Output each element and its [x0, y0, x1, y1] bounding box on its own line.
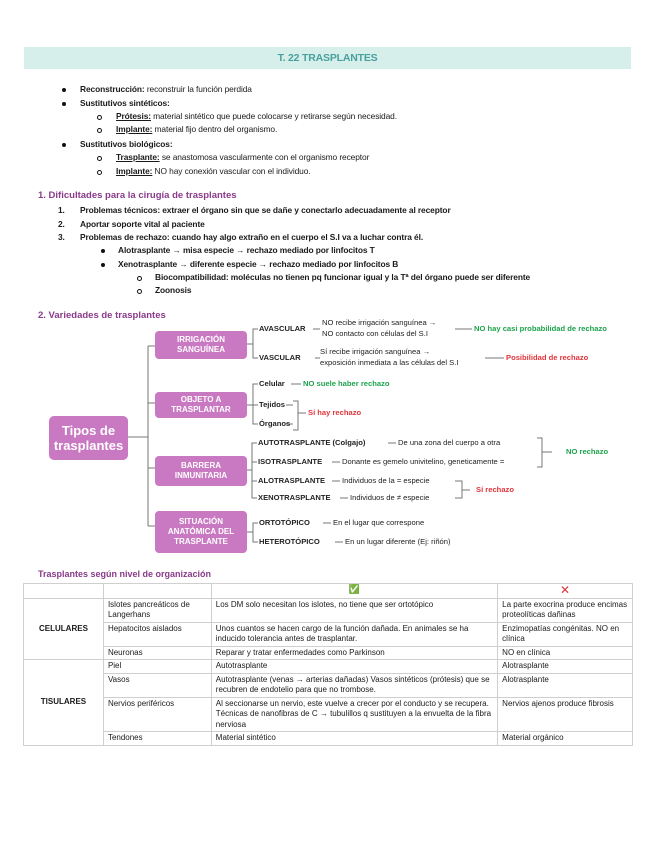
table-header-cell	[211, 584, 497, 599]
label-heterotopico: HETEROTÓPICO	[259, 537, 320, 546]
intro-implante-2: Implante: NO hay conexión vascular con el individuo.	[116, 166, 311, 176]
intro-biologicos: Sustitutivos biológicos:	[80, 139, 173, 149]
intro-implante-1: Implante: material fijo dentro del organismo.	[116, 124, 278, 134]
section1-alo: Alotrasplante → misa especie → rechazo mediado por linfocitos T	[118, 245, 375, 255]
row-con: La parte exocrina produce encimas proteolíticas dañinas	[498, 598, 633, 622]
section1-xeno: Xenotrasplante → diferente especie → rechazo mediado por linfocitos B	[118, 259, 399, 269]
node-irrigacion: IRRIGACIÓN SANGUÍNEA	[155, 331, 247, 359]
alo-desc: Individuos de la = especie	[342, 476, 430, 485]
label-vascular: VASCULAR	[259, 353, 301, 362]
celular-result: NO suele haber rechazo	[303, 379, 390, 388]
row-pro: Unos cuantos se hacen cargo de la función dañada. En animales se ha inducido tolerancia antes de trasplantar.	[211, 622, 497, 646]
table-header-cell	[103, 584, 211, 599]
group-celulares: CELULARES	[24, 598, 104, 660]
table-heading: Trasplantes según nivel de organización	[38, 569, 212, 579]
node-barrera: BARRERA INMUNITARIA	[155, 456, 247, 486]
section1-item-3: Problemas de rechazo: cuando hay algo extraño en el cuerpo el S.I va a luchar contra él.	[80, 232, 424, 242]
organization-table	[23, 583, 633, 746]
node-objeto: OBJETO A TRASPLANTAR	[155, 392, 247, 418]
iso-desc: Donante es gemelo univitelino, geneticamente =	[342, 457, 505, 466]
table-header-row	[24, 584, 633, 599]
objeto-result: Sí hay rechazo	[308, 408, 362, 417]
section1-zoo: Zoonosis	[155, 285, 192, 295]
table-row	[24, 697, 633, 732]
node-situacion: SITUACIÓN ANATÓMICA DEL TRASPLANTE	[155, 511, 247, 553]
xeno-desc: Individuos de ≠ especie	[350, 493, 430, 502]
section1-num: 3.	[58, 232, 65, 242]
section1-heading: 1. Dificultades para la cirugía de trasplantes	[38, 190, 237, 201]
row-pro: Material sintético	[211, 732, 497, 746]
table-row	[24, 732, 633, 746]
page-title: T. 22 TRASPLANTES	[24, 47, 631, 69]
section1-item-2: Aportar soporte vital al paciente	[80, 219, 205, 229]
avascular-desc-2: NO contacto con células del S.I	[322, 329, 428, 338]
label-celular: Celular	[259, 379, 285, 388]
row-name: Islotes pancreáticos de Langerhans	[103, 598, 211, 622]
check-icon: ✅	[348, 584, 361, 594]
row-name: Tendones	[103, 732, 211, 746]
label-tejidos: Tejidos	[259, 400, 286, 409]
row-pro: Autotrasplante	[211, 660, 497, 674]
row-name: Hepatocitos aislados	[103, 622, 211, 646]
auto-desc: De una zona del cuerpo a otra	[398, 438, 501, 447]
label-avascular: AVASCULAR	[259, 324, 306, 333]
group-tisulares: TISULARES	[24, 660, 104, 746]
vascular-desc-1: Sí recibe irrigación sanguínea →	[320, 347, 431, 356]
table-row	[24, 673, 633, 697]
row-con: Nervios ajenos produce fibrosis	[498, 697, 633, 732]
intro-reconstruccion: Reconstrucción: reconstruir la función perdida	[80, 84, 252, 94]
label-alotrasplante: ALOTRASPLANTE	[258, 476, 326, 485]
section1-item-1: Problemas técnicos: extraer el órgano sin que se dañe y conectarlo adecuadamente al receptor	[80, 205, 451, 215]
row-con: Material orgánico	[498, 732, 633, 746]
row-con: NO en clínica	[498, 646, 633, 660]
table-header-cell	[498, 584, 633, 599]
intro-protesis: Prótesis: material sintético que puede colocarse y retirarse según necesidad.	[116, 111, 397, 121]
table-row	[24, 598, 633, 622]
label-xenotrasplante: XENOTRASPLANTE	[258, 493, 331, 502]
barrera-no-rechazo: NO rechazo	[566, 447, 609, 456]
label-ortotopico: ORTOTÓPICO	[259, 518, 310, 527]
intro-sinteticos: Sustitutivos sintéticos:	[80, 98, 170, 108]
row-con: Alotrasplante	[498, 660, 633, 674]
table-row	[24, 622, 633, 646]
root-node-tipos: Tipos de trasplantes	[49, 416, 128, 460]
row-con: Enzimopatías congénitas. NO en clínica	[498, 622, 633, 646]
vascular-result: Posibilidad de rechazo	[506, 353, 589, 362]
label-isotrasplante: ISOTRASPLANTE	[258, 457, 323, 466]
label-organos: Órganos	[259, 419, 291, 428]
table-row	[24, 660, 633, 674]
row-pro: Reparar y tratar enfermedades como Parkinson	[211, 646, 497, 660]
orto-desc: En el lugar que correspone	[333, 518, 425, 527]
row-name: Neuronas	[103, 646, 211, 660]
section2-heading: 2. Variedades de trasplantes	[38, 310, 166, 321]
row-name: Vasos	[103, 673, 211, 697]
row-con: Alotrasplante	[498, 673, 633, 697]
avascular-desc-1: NO recibe irrigación sanguínea →	[322, 318, 437, 327]
table-row	[24, 646, 633, 660]
row-pro: Los DM solo necesitan los islotes, no tiene que ser ortotópico	[211, 598, 497, 622]
label-autotrasplante: AUTOTRASPLANTE (Colgajo)	[258, 438, 366, 447]
vascular-desc-2: exposición inmediata a las células del S.I	[320, 358, 459, 367]
barrera-si-rechazo: Sí rechazo	[476, 485, 514, 494]
intro-trasplante: Trasplante: se anastomosa vascularmente con el organismo receptor	[116, 152, 370, 162]
section1-num: 1.	[58, 205, 65, 215]
avascular-result: NO hay casi probabilidad de rechazo	[474, 324, 607, 333]
row-pro: Autotrasplante (venas → arterias dañadas) Vasos sintéticos (prótesis) que se recubren de endotelio para que no trombose.	[211, 673, 497, 697]
section1-num: 2.	[58, 219, 65, 229]
cross-icon: ✕	[560, 583, 571, 597]
row-name: Nervios periféricos	[103, 697, 211, 732]
table-header-cell	[24, 584, 104, 599]
hetero-desc: En un lugar diferente (Ej: riñón)	[345, 537, 451, 546]
row-name: Piel	[103, 660, 211, 674]
section1-bio: Biocompatibilidad: moléculas no tienen pq funcionar igual y la Tª del órgano puede ser diferente	[155, 272, 531, 282]
row-pro: Al seccionarse un nervio, este vuelve a crecer por el conducto y se recupera. Técnicas de nanofibras de C → tubulillos q sustituyen a la envuelta de la fibra nerviosa	[211, 697, 497, 732]
